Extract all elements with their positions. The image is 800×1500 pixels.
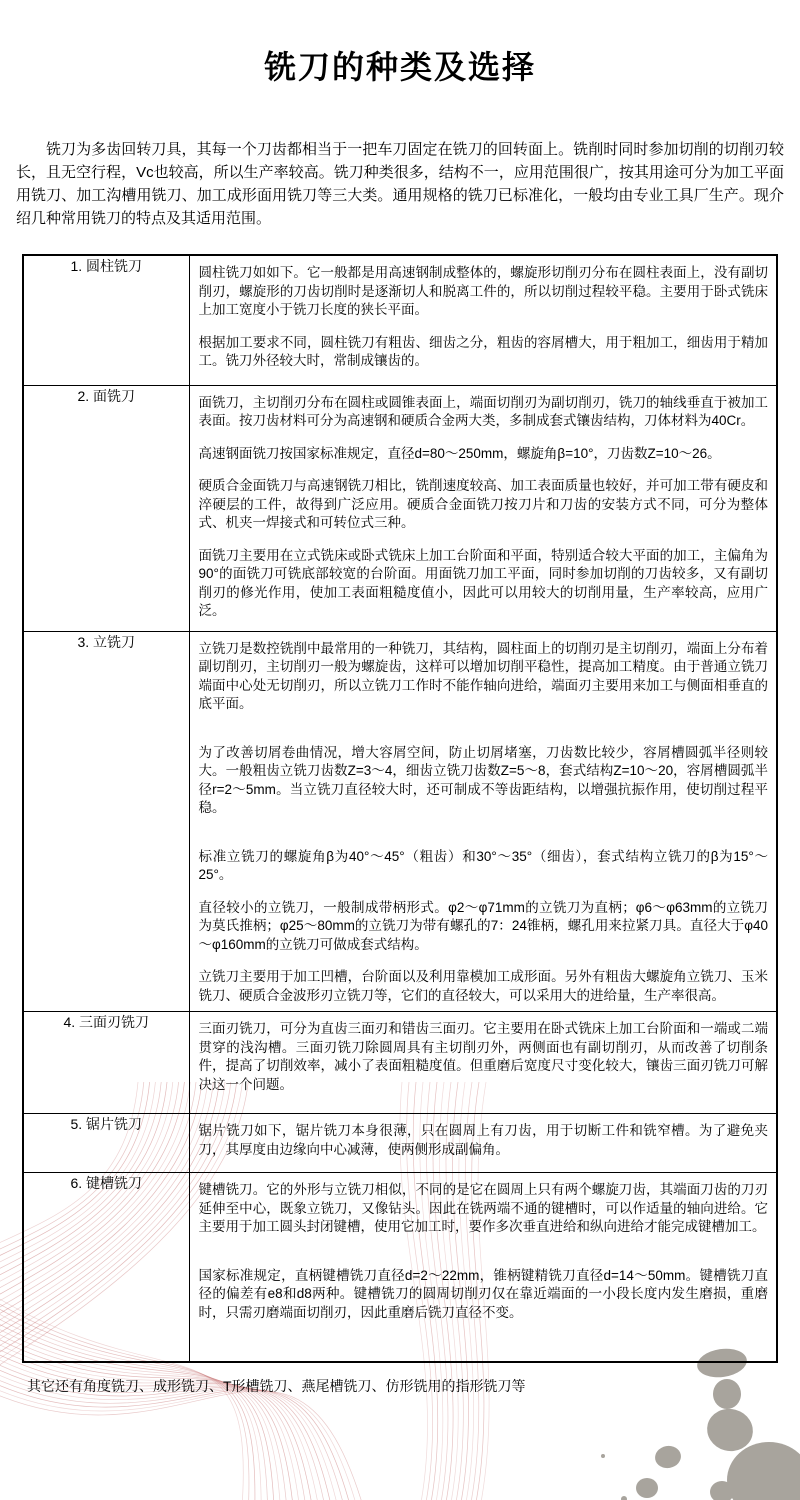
- cutter-type-label: 2. 面铣刀: [23, 385, 189, 631]
- cutter-description-paragraph: 为了改善切屑卷曲情况，增大容屑空间，防止切屑堵塞，刀齿数比较少，容屑槽圆弧半径则较大。一般粗齿立铣刀齿数Z=3～4，细齿立铣刀齿数Z=5～8，套式结构Z=10～20，容屑槽圆弧半径r=2～5mm。当立铣刀直径较大时，还可制成不等齿距结构，以增强抗振作用，使切削过程平稳。: [198, 744, 768, 815]
- cutter-description-cell: [189, 1173, 777, 1362]
- guilloche-curve: [0, 1386, 357, 1500]
- cutter-description-paragraph: 锯片铣刀如下，锯片铣刀本身很薄，只在圆周上有刀齿，用于切断工件和铣窄槽。为了避免夹刀，其厚度由边缘向中心减薄，使两侧形成副偏角。: [198, 1123, 768, 1157]
- ink-blob: [727, 1442, 800, 1500]
- cutter-description-cell: [189, 631, 777, 1012]
- ink-blob: [653, 1444, 682, 1470]
- cutter-description-paragraph: 面铣刀，主切削刃分布在圆柱或圆锥表面上，端面切削刃为副切削刃，铣刀的轴线垂直于被加工表面。按刀齿材料可分为高速钢和硬质合金两大类，多制成套式镶齿结构，刀体材料为40Cr。: [198, 394, 768, 428]
- cutter-description-cell: [189, 1114, 777, 1173]
- cutter-type-label: 4. 三面刃铣刀: [23, 1012, 189, 1114]
- page-title: 铣刀的种类及选择: [263, 49, 536, 85]
- ink-blob: [710, 1481, 734, 1500]
- ink-blob: [621, 1496, 627, 1500]
- cutter-type-label: 3. 立铣刀: [23, 631, 189, 1012]
- guilloche-curve: [0, 1380, 351, 1500]
- guilloche-curve: [0, 1391, 364, 1500]
- table-row: [23, 631, 777, 1012]
- ink-blob: [636, 1478, 658, 1498]
- cutter-description-cell: [189, 1012, 777, 1114]
- cutter-description-paragraph: 面铣刀主要用在立式铣床或卧式铣床上加工台阶面和平面，特别适合较大平面的加工，主偏角为90°的面铣刀可铣底部较宽的台阶面。用面铣刀加工平面，同时参加切削的刀齿较多，又有副切削刃的修光作用，使加工表面粗糙度值小，因此可以用较大的切削用量，生产率较高，应用广泛。: [198, 547, 768, 618]
- table-row: [23, 1012, 777, 1114]
- cutter-type-label: 5. 锯片铣刀: [23, 1114, 189, 1173]
- cutter-description-paragraph: 立铣刀主要用于加工凹槽，台阶面以及利用靠模加工成形面。另外有粗齿大螺旋角立铣刀、玉米铣刀、硬质合金波形刃立铣刀等，它们的直径较大，可以采用大的进给量，生产率很高。: [198, 969, 768, 1003]
- cutter-description-paragraph: 标准立铣刀的螺旋角β为40°～45°（粗齿）和30°～35°（细齿），套式结构立铣刀的β为15°～25°。: [198, 848, 768, 882]
- cutter-description-paragraph: 根据加工要求不同，圆柱铣刀有粗齿、细齿之分，粗齿的容屑槽大，用于粗加工，细齿用于精加工。铣刀外径较大时，常制成镶齿的。: [198, 334, 768, 368]
- cutter-description-paragraph: 三面刃铣刀，可分为直齿三面刃和错齿三面刃。它主要用在卧式铣床上加工台阶面和一端或二端贯穿的浅沟槽。三面刃铣刀除圆周具有主切削刃外，两侧面也有副切削刃，从而改善了切削条件，提高了切削效率，减小了表面粗糙度值。但重磨后宽度尺寸变化较大，镶齿三面刃铣刀可解决这一个问题。: [198, 1021, 768, 1092]
- intro-paragraph: 铣刀为多齿回转刀具，其每一个刀齿都相当于一把车刀固定在铣刀的回转面上。铣削时同时参加切削的切削刃较长，且无空行程，Vc也较高，所以生产率较高。铣刀种类很多，结构不一，应用范围很广，按其用途可分为加工平面用铣刀、加工沟槽用铣刀、加工成形面用铣刀等三大类。通用规格的铣刀已标准化，一般均由专业工具厂生产。现介绍几种常用铣刀的特点及其适用范围。: [16, 141, 784, 227]
- cutter-description-paragraph: 圆柱铣刀如如下。它一般都是用高速钢制成整体的，螺旋形切削刃分布在圆柱表面上，没有副切削刃，螺旋形的刀齿切削时是逐渐切人和脱离工件的，所以切削过程较平稳。主要用于卧式铣床上加工宽度小于铣刀长度的狭长平面。: [198, 265, 768, 317]
- table-row: [23, 385, 777, 631]
- cutter-type-label: 6. 键槽铣刀: [23, 1173, 189, 1362]
- cutter-description-paragraph: 国家标准规定，直柄键槽铣刀直径d=2～22mm，锥柄键精铣刀直径d=14～50mm。键槽铣刀直径的偏差有e8和d8两种。键槽铣刀的圆周切削刃仅在靠近端面的一小段长度内发生磨损，重磨时，只需刃磨端面切削刃，因此重磨后铣刀直径不变。: [198, 1267, 768, 1320]
- table-row: [23, 1173, 777, 1362]
- cutter-table: [22, 254, 778, 1363]
- table-row: [23, 1114, 777, 1173]
- cutter-description-paragraph: 直径较小的立铣刀，一般制成带柄形式。φ2～φ71mm的立铣刀为直柄；φ6～φ63mm的立铣刀为莫氏推柄；φ25～80mm的立铣刀为带有螺孔的7：24锥柄，螺孔用来拉紧刀具。直径大于φ40～φ160mm的立铣刀可做成套式结构。: [198, 899, 768, 952]
- cutter-description-paragraph: 高速钢面铣刀按国家标准规定，直径d=80～250mm，螺旋角β=10°，刀齿数Z=10～26。: [198, 445, 721, 461]
- cutter-description-paragraph: 硬质合金面铣刀与高速钢铣刀相比，铣削速度较高、加工表面质量也较好，并可加工带有硬皮和淬硬层的工件，故得到广泛应用。硬质合金面铣刀按刀片和刀齿的安装方式不同，可分为整体式、机夹一焊接式和可转位式三种。: [198, 478, 768, 530]
- cutter-description-cell: [189, 385, 777, 631]
- footer-note: 其它还有角度铣刀、成形铣刀、T形槽铣刀、燕尾槽铣刀、仿形铣用的指形铣刀等: [27, 1377, 526, 1394]
- cutter-description-paragraph: 键槽铣刀。它的外形与立铣刀相似，不同的是它在圆周上只有两个螺旋刀齿，其端面刀齿的刀刃延伸至中心，既象立铣刀，又像钻头。因此在铣两端不通的键槽时，可以作适量的轴向进给。它主要用于加工圆头封闭键槽，使用它加工时，要作多次垂直进给和纵向进给才能完成键槽加工。: [198, 1182, 768, 1234]
- table-row: [23, 255, 777, 385]
- ink-blob: [702, 1404, 757, 1456]
- cutter-description-paragraph: 立铣刀是数控铣削中最常用的一种铣刀，其结构，圆柱面上的切削刃是主切削刃，端面上分布着副切削刃，主切削刃一般为螺旋齿，这样可以增加切削平稳性，提高加工精度。由于普通立铣刀端面中心处无切削刃，所以立铣刀工作时不能作轴向进给，端面刃主要用来加工与侧面相垂直的底平面。: [198, 640, 768, 711]
- cutter-type-label: 1. 圆柱铣刀: [23, 255, 189, 385]
- ink-blob: [601, 1454, 605, 1458]
- cutter-description-cell: [189, 255, 777, 385]
